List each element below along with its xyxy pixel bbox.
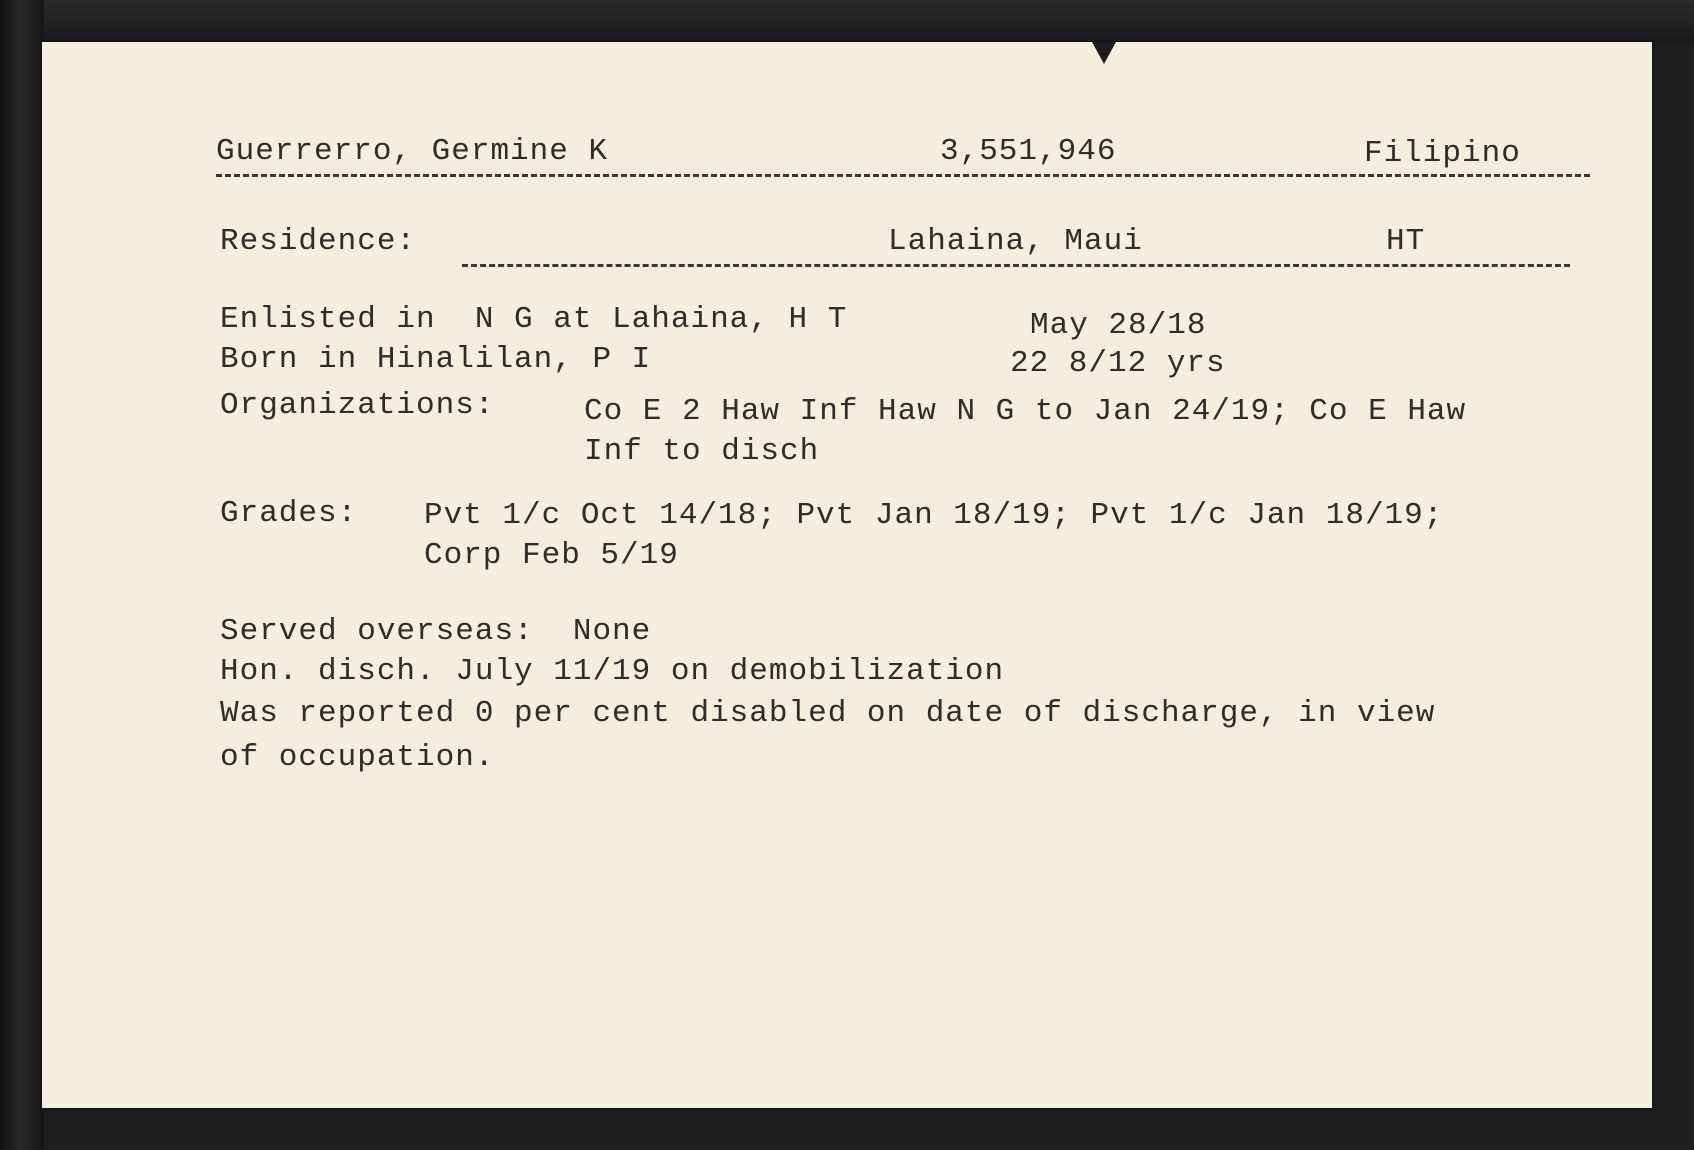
residence-territory: HT bbox=[1386, 224, 1426, 259]
grades-label: Grades: bbox=[220, 496, 358, 531]
race: Filipino bbox=[1364, 136, 1521, 171]
serial-number: 3,551,946 bbox=[940, 134, 1117, 169]
grades-line-1: Pvt 1/c Oct 14/18; Pvt Jan 18/19; Pvt 1/c Jan 18/19; bbox=[424, 498, 1444, 533]
record-card bbox=[42, 42, 1652, 1108]
served-overseas: Served overseas: None bbox=[220, 614, 652, 649]
discharge-text: Hon. disch. July 11/19 on demobilization bbox=[220, 654, 1005, 689]
enlisted-date: May 28/18 bbox=[1030, 308, 1207, 343]
organizations-label: Organizations: bbox=[220, 388, 495, 423]
enlisted-text: Enlisted in N G at Lahaina, H T bbox=[220, 302, 848, 337]
residence-underline bbox=[462, 264, 1570, 267]
residence-place: Lahaina, Maui bbox=[888, 224, 1143, 259]
binder-top-edge bbox=[0, 0, 1694, 42]
age-text: 22 8/12 yrs bbox=[1010, 346, 1226, 381]
grades-line-2: Corp Feb 5/19 bbox=[424, 538, 679, 573]
birthplace-text: Born in Hinalilan, P I bbox=[220, 342, 652, 377]
binder-left-edge bbox=[0, 0, 44, 1150]
disability-line-1: Was reported 0 per cent disabled on date of discharge, in view bbox=[220, 696, 1436, 731]
organizations-line-2: Inf to disch bbox=[584, 434, 820, 469]
disability-line-2: of occupation. bbox=[220, 740, 495, 775]
soldier-name: Guerrerro, Germine K bbox=[216, 134, 609, 169]
residence-label: Residence: bbox=[220, 224, 417, 259]
name-underline bbox=[216, 174, 1590, 177]
organizations-line-1: Co E 2 Haw Inf Haw N G to Jan 24/19; Co E Haw bbox=[584, 394, 1467, 429]
card-notch bbox=[1092, 42, 1116, 64]
